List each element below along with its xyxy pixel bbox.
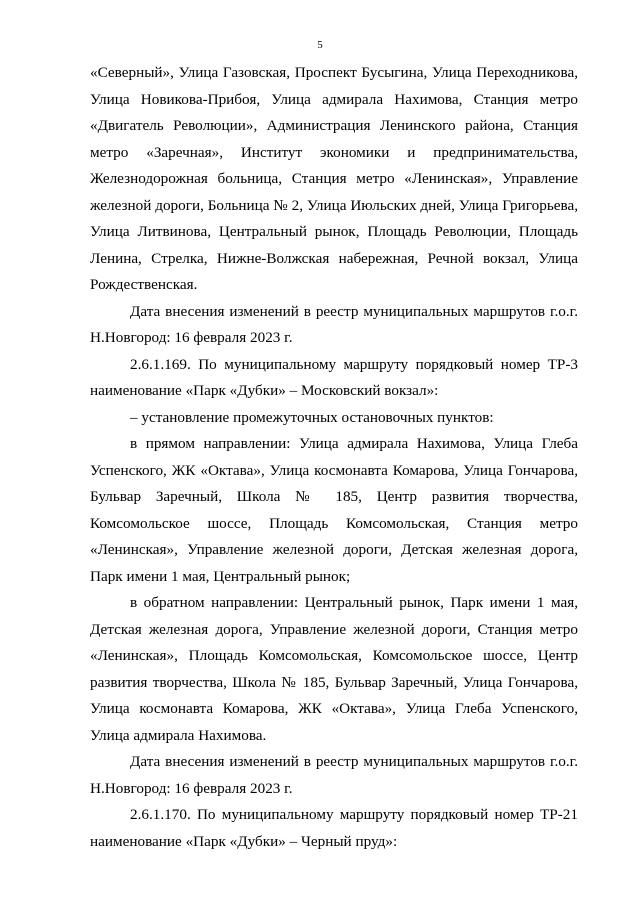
paragraph-route-stops-continued: «Северный», Улица Газовская, Проспект Бусыгина, Улица Переходникова, Улица Новикова-Прибоя, Улица адмирала Нахимова, Станция метро «Двигатель Революции», Администрация Ленинского района, Станция метро «Заречная», Институт экономики и предпринимательства, Железнодорожная больница, Станция метро «Ленинская», Управление железной дороги, Больница № 2, Улица Июльских дней, Улица Григорьева, Улица Литвинова, Центральный рынок, Площадь Революции, Площадь Ленина, Стрелка, Нижне-Волжская набережная, Речной вокзал, Улица Рождественская. — [90, 64, 578, 293]
paragraph-forward-direction: в прямом направлении: Улица адмирала Нахимова, Улица Глеба Успенского, ЖК «Октава», Улица космонавта Комарова, Улица Гончарова, Бульвар Заречный, Школа № 185, Центр развития творчества, Комсомольское шоссе, Площадь Комсомольская, Станция метро «Ленинская», Управление железной дороги, Детская железная дорога, Парк имени 1 мая, Центральный рынок; — [90, 435, 578, 585]
paragraph-stops-intro: – установление промежуточных остановочных пунктов: — [130, 408, 494, 426]
paragraph-change-date: Дата внесения изменений в реестр муниципальных маршрутов г.о.г. Н.Новгород: 16 февраля 2023 г. — [90, 753, 578, 797]
paragraph-route-tr3-heading: 2.6.1.169. По муниципальному маршруту порядковый номер ТР-3 наименование «Парк «Дубки» – Московский вокзал»: — [90, 355, 578, 399]
paragraph-route-tr21-heading: 2.6.1.170. По муниципальному маршруту порядковый номер ТР-21 наименование «Парк «Дубки» – Черный пруд»: — [90, 806, 578, 850]
paragraph-reverse-direction: в обратном направлении: Центральный рынок, Парк имени 1 мая, Детская железная дорога, Управление железной дороги, Станция метро «Ленинская», Площадь Комсомольская, Комсомольское шоссе, Центр развития творчества, Школа № 185, Бульвар Заречный, Улица Гончарова, Улица космонавта Комарова, ЖК «Октава», Улица Глеба Успенского, Улица адмирала Нахимова. — [90, 594, 578, 744]
document-body — [90, 60, 578, 855]
page-number: 5 — [317, 39, 323, 51]
paragraph-change-date: Дата внесения изменений в реестр муниципальных маршрутов г.о.г. Н.Новгород: 16 февраля 2023 г. — [90, 302, 578, 346]
